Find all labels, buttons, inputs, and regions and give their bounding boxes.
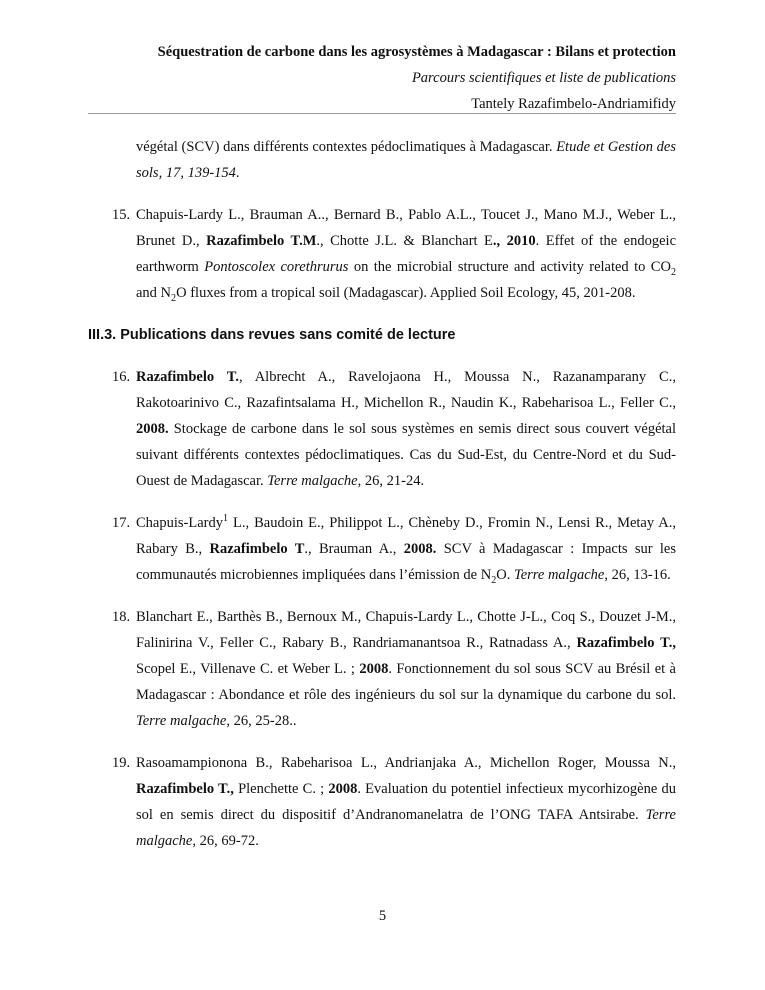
- highlighted-author: Razafimbelo T.M: [206, 233, 317, 249]
- reference-continuation: [88, 134, 676, 186]
- authors: Chapuis-Lardy: [136, 515, 223, 531]
- subscript: 2: [171, 292, 177, 304]
- subscript: 2: [491, 574, 497, 586]
- continuation-end: .: [235, 165, 240, 181]
- header-subtitle: Parcours scientifiques et liste de publications: [411, 70, 676, 86]
- title-text: . Effet of the endogeic earthworm: [136, 233, 677, 275]
- title-text: . Evaluation du potentiel infectieux mycorhizogène du sol en semis direct du dispositif d’Andranomanelatra de l’ONG TAFA Antsirabe.: [136, 781, 676, 823]
- title-text: . Fonctionnement du sol sous SCV au Brésil et à Madagascar : Abondance et rôle des ingénieurs du sol sur la dynamique du carbone du sol.: [136, 661, 676, 703]
- reference-15: [88, 202, 676, 306]
- journal-name: Terre malgache: [136, 713, 227, 729]
- journal-name: Terre malgache: [513, 567, 605, 583]
- publication-list: [88, 134, 676, 854]
- authors: Plenchette C. ;: [233, 781, 329, 797]
- citation-details: , 26, 13-16.: [604, 567, 671, 583]
- title-text: on the microbial structure and activity related to CO: [348, 259, 671, 275]
- highlighted-author: Razafimbelo T.: [136, 369, 239, 385]
- reference-19: [88, 750, 676, 854]
- title-text: O fluxes from a tropical soil (Madagascar). Applied Soil Ecology, 45, 201-208.: [176, 285, 636, 301]
- authors: Rasoamampionona B., Rabeharisoa L., Andrianjaka A., Michellon Roger, Moussa N.,: [136, 755, 676, 771]
- citation-details: , 26, 21-24.: [357, 473, 425, 489]
- title-text: Stockage de carbone dans le sol sous systèmes en semis direct sous couvert végétal suivant différents contextes pédoclimatiques. Cas du Sud-Est, du Centre-Nord et du Sud-Ouest de Madagascar.: [136, 421, 676, 489]
- year: 2008: [359, 661, 389, 677]
- continuation-journal: Etude et Gestion des sols, 17, 139-154: [136, 139, 676, 181]
- page-number: 5: [378, 908, 387, 924]
- reference-number: 15.: [112, 207, 131, 223]
- header-rule: [88, 113, 676, 114]
- reference-16: [88, 364, 676, 494]
- citation-details: , 26, 69-72.: [192, 833, 259, 849]
- year: 2008.: [403, 541, 437, 557]
- year: ., 2010: [492, 233, 536, 249]
- reference-number: 19.: [112, 755, 131, 771]
- reference-18: [88, 604, 676, 734]
- title-text: and N: [136, 285, 172, 301]
- authors: ., Chotte J.L. & Blanchart E: [316, 233, 493, 249]
- citation-details: , 26, 25-28..: [226, 713, 297, 729]
- reference-number: 16.: [112, 369, 131, 385]
- header-author: Tantely Razafimbelo-Andriamifidy: [471, 96, 676, 112]
- authors: Scopel E., Villenave C. et Weber L. ;: [136, 661, 360, 677]
- authors: Blanchart E., Barthès B., Bernoux M., Chapuis-Lardy L., Chotte J-L., Coq S., Douzet J-M., Falinirina V., Feller C., Rabary B., Randriamanantsoa R., Ratnadass A.,: [136, 609, 676, 651]
- species-name: Pontoscolex corethrurus: [204, 259, 349, 275]
- superscript: 1: [222, 513, 229, 525]
- authors: Chapuis-Lardy L., Brauman A.., Bernard B., Pablo A.L., Toucet J., Mano M.J., Weber L., Brunet D.,: [136, 207, 676, 249]
- section-heading: III.3. Publications dans revues sans comité de lecture: [88, 327, 456, 343]
- highlighted-author: Razafimbelo T.,: [136, 781, 234, 797]
- journal-name: Terre malgache: [136, 807, 676, 849]
- page-header: [88, 42, 676, 120]
- subscript: 2: [670, 266, 676, 278]
- authors: , Albrecht A., Ravelojaona H., Moussa N., Razanamparany C., Rakotoarinivo C., Razafintsalama H., Michellon R., Naudin K., Rabeharisoa L., Feller C.,: [136, 369, 676, 411]
- header-title: Séquestration de carbone dans les agrosystèmes à Madagascar : Bilans et protection: [157, 44, 676, 60]
- authors: L., Baudoin E., Philippot L., Chèneby D., Fromin N., Lensi R., Metay A., Rabary B.,: [136, 515, 676, 557]
- reference-17: [88, 510, 676, 588]
- authors: ., Brauman A.,: [304, 541, 404, 557]
- year: 2008.: [136, 421, 169, 437]
- journal-name: Terre malgache: [267, 473, 358, 489]
- highlighted-author: Razafimbelo T.,: [576, 635, 676, 651]
- reference-number: 17.: [112, 515, 131, 531]
- title-text: SCV à Madagascar : Impacts sur les communautés microbiennes impliquées dans l’émission de N: [136, 541, 677, 583]
- continuation-text: végétal (SCV) dans différents contextes pédoclimatiques à Madagascar.: [136, 139, 557, 155]
- title-text: O.: [496, 567, 514, 583]
- year: 2008: [328, 781, 358, 797]
- highlighted-author: Razafimbelo T: [209, 541, 305, 557]
- reference-number: 18.: [112, 609, 131, 625]
